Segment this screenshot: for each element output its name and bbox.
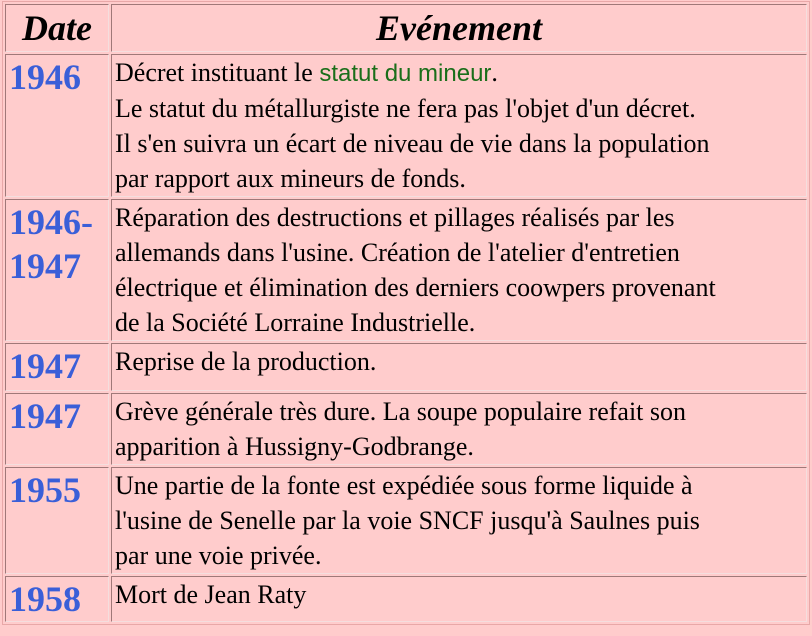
event-line: Il s'en suivra un écart de niveau de vie dans la population (115, 129, 710, 158)
event-line: Une partie de la fonte est expédiée sous forme liquide à (115, 471, 693, 500)
event-line: Grève générale très dure. La soupe populaire refait son (115, 397, 687, 426)
event-line: Reprise de la production. (115, 347, 377, 376)
event-line: de la Société Lorraine Industrielle. (115, 308, 476, 337)
event-text: Décret instituant le (115, 58, 320, 87)
event-line: Mort de Jean Raty (115, 580, 307, 609)
event-cell (111, 199, 807, 341)
event-cell (111, 343, 807, 391)
table-row (5, 576, 807, 622)
year-cell (5, 199, 109, 341)
table-row (5, 393, 807, 465)
timeline-table (2, 1, 810, 625)
year-text: 1946- (9, 202, 93, 242)
table-row (5, 54, 807, 197)
event-cell (111, 576, 807, 622)
event-text: . (491, 58, 498, 87)
year-text: 1947 (9, 246, 81, 286)
event-cell (111, 467, 807, 574)
event-line: électrique et élimination des derniers coowpers provenant (115, 273, 716, 302)
year-cell: 1955 (5, 467, 109, 574)
table-row (5, 199, 807, 341)
statut-du-mineur-link[interactable]: statut du mineur (319, 60, 492, 87)
event-line: Le statut du métallurgiste ne fera pas l'objet d'un décret. (115, 94, 696, 123)
year-cell: 1947 (5, 393, 109, 465)
event-line: allemands dans l'usine. Création de l'atelier d'entretien (115, 238, 680, 267)
year-cell: 1947 (5, 343, 109, 391)
event-cell (111, 54, 807, 197)
event-cell (111, 393, 807, 465)
event-line: apparition à Hussigny-Godbrange. (115, 432, 474, 461)
year-cell: 1958 (5, 576, 109, 622)
event-line: par rapport aux mineurs de fonds. (115, 164, 466, 193)
table-row (5, 467, 807, 574)
table-row (5, 343, 807, 391)
event-line: l'usine de Senelle par la voie SNCF jusqu'à Saulnes puis (115, 506, 700, 535)
event-column-header: Evénement (111, 4, 807, 52)
table-header-row (5, 4, 807, 52)
date-column-header: Date (5, 4, 109, 52)
event-line (115, 55, 803, 91)
event-line: Réparation des destructions et pillages réalisés par les (115, 203, 675, 232)
event-line: par une voie privée. (115, 541, 322, 570)
year-cell: 1946 (5, 54, 109, 197)
